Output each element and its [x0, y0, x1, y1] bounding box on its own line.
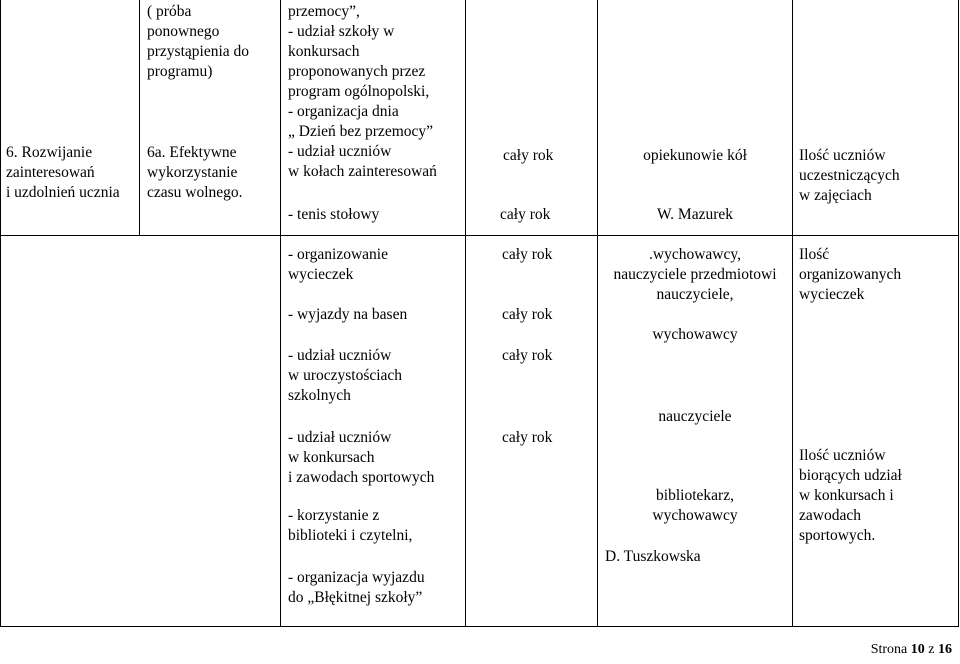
table-border-left	[0, 0, 1, 627]
column-divider-5	[792, 0, 793, 627]
indicator-cell: Ilość uczniów uczestniczących w zajęciach	[799, 147, 900, 204]
column-divider-4	[597, 0, 598, 627]
column-divider-1	[139, 0, 140, 235]
responsible-cell: bibliotekarz, wychowawcy	[652, 487, 738, 524]
responsible-name: D. Tuszkowska	[605, 548, 701, 565]
indicator-cell: Ilość organizowanych wycieczek	[799, 246, 902, 303]
table-border-bottom	[0, 626, 959, 627]
goal-cell: 6a. Efektywne wykorzystanie czasu wolnego.	[147, 144, 243, 201]
task-item: - organizowanie wycieczek	[288, 246, 388, 283]
task-tenis: - tenis stołowy	[288, 206, 380, 223]
time-cell: cały rok	[502, 347, 553, 364]
responsible-cell: wychowawcy	[652, 326, 738, 343]
indicator-cell: Ilość uczniów biorących udział w konkursach i zawodach sportowych.	[799, 447, 902, 544]
task-item: - wyjazdy na basen	[288, 306, 408, 323]
responsible-cell: .wychowawcy, nauczyciele przedmiotowi nauczyciele,	[613, 246, 777, 303]
task-item: - korzystanie z biblioteki i czytelni,	[288, 507, 413, 544]
responsible-cell: nauczyciele	[658, 408, 732, 425]
time-cell: cały rok	[503, 147, 554, 164]
task-item: - udział uczniów w konkursach i zawodach sportowych	[288, 429, 435, 486]
task-item: - udział uczniów w uroczystościach szkolnych	[288, 347, 403, 404]
task-item: - organizacja wyjazdu do „Błękitnej szkoły”	[288, 569, 425, 606]
time-cell: cały rok	[502, 429, 553, 446]
row-divider	[0, 235, 959, 236]
page-footer: Strona 10 z 16	[870, 642, 952, 657]
responsible-cell: W. Mazurek	[656, 206, 734, 223]
goal-top-note: ( próba ponownego przystąpienia do programu)	[147, 3, 250, 80]
time-cell: cały rok	[500, 206, 551, 223]
time-cell: cały rok	[502, 306, 553, 323]
time-cell: cały rok	[502, 246, 553, 263]
column-divider-3	[465, 0, 466, 627]
tasks-cell: przemocy”, - udział szkoły w konkursach proponowanych przez program ogólnopolski, - organizacja dnia „ Dzień bez przemocy” - udział uczniów w kołach zainteresowań	[288, 3, 437, 180]
column-divider-2	[280, 0, 281, 627]
table-border-right	[958, 0, 959, 627]
responsible-cell: opiekunowie kół	[643, 147, 747, 164]
area-cell: 6. Rozwijanie zainteresowań i uzdolnień ucznia	[6, 144, 120, 201]
